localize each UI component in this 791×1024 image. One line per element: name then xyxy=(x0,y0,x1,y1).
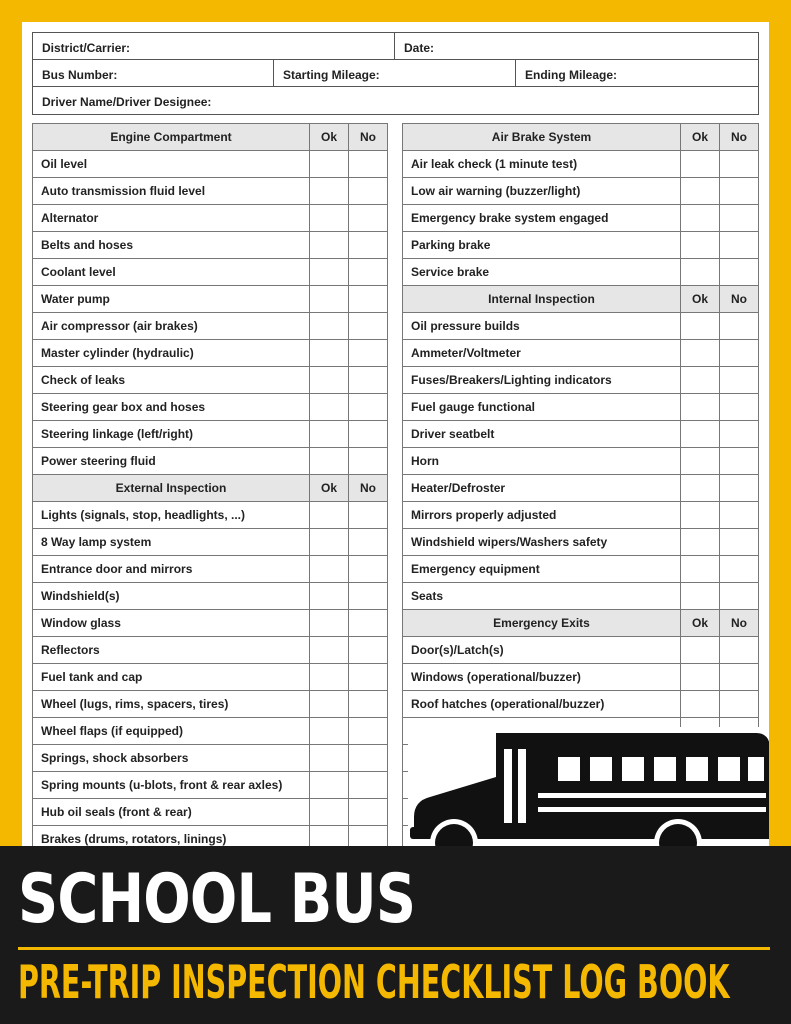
checklist-row xyxy=(33,718,388,745)
no-column-header: No xyxy=(720,124,759,151)
checklist-item-label: Fuel tank and cap xyxy=(33,664,310,691)
checklist-row xyxy=(33,664,388,691)
no-checkbox-cell[interactable] xyxy=(720,502,759,529)
checklist-item-label: Lights (signals, stop, headlights, ...) xyxy=(33,502,310,529)
ok-checkbox-cell[interactable] xyxy=(681,340,720,367)
checklist-item-label: Oil pressure builds xyxy=(403,313,681,340)
no-checkbox-cell[interactable] xyxy=(720,394,759,421)
no-column-header: No xyxy=(720,610,759,637)
checklist-item-label: Window glass xyxy=(33,610,310,637)
no-checkbox-cell[interactable] xyxy=(349,745,388,772)
checklist-item-label: Wheel (lugs, rims, spacers, tires) xyxy=(33,691,310,718)
starting-mileage-field[interactable]: Starting Mileage: xyxy=(274,60,516,86)
bus-window xyxy=(654,757,676,781)
checklist-item-label: Spring mounts (u-blots, front & rear axles) xyxy=(33,772,310,799)
checklist-row xyxy=(403,205,759,232)
ok-column-header: Ok xyxy=(681,286,720,313)
no-checkbox-cell[interactable] xyxy=(349,286,388,313)
checklist-row xyxy=(403,367,759,394)
ok-checkbox-cell[interactable] xyxy=(681,259,720,286)
checklist-row xyxy=(33,340,388,367)
bus-window xyxy=(590,757,612,781)
section-header-row xyxy=(403,124,759,151)
checklist-row xyxy=(403,394,759,421)
checklist-item-label: Hub oil seals (front & rear) xyxy=(33,799,310,826)
book-subtitle: PRE-TRIP INSPECTION CHECKLIST LOG BOOK xyxy=(18,955,730,1009)
ok-checkbox-cell[interactable] xyxy=(310,232,349,259)
checklist-row xyxy=(403,475,759,502)
no-checkbox-cell[interactable] xyxy=(720,475,759,502)
checklist-row xyxy=(403,502,759,529)
no-checkbox-cell[interactable] xyxy=(349,340,388,367)
checklist-row xyxy=(403,178,759,205)
no-checkbox-cell[interactable] xyxy=(349,313,388,340)
ok-checkbox-cell[interactable] xyxy=(681,313,720,340)
no-checkbox-cell[interactable] xyxy=(720,448,759,475)
checklist-row xyxy=(33,151,388,178)
checklist-item-label: Coolant level xyxy=(33,259,310,286)
checklist-item-label: Brakes (drums, rotators, linings) xyxy=(33,826,310,853)
checklist-row xyxy=(403,556,759,583)
ok-checkbox-cell[interactable] xyxy=(681,151,720,178)
section-header-row xyxy=(33,124,388,151)
no-checkbox-cell[interactable] xyxy=(720,664,759,691)
no-checkbox-cell[interactable] xyxy=(349,583,388,610)
ok-checkbox-cell[interactable] xyxy=(310,367,349,394)
no-checkbox-cell[interactable] xyxy=(349,205,388,232)
ok-checkbox-cell[interactable] xyxy=(310,340,349,367)
no-column-header: No xyxy=(349,475,388,502)
checklist-item-label: Check of leaks xyxy=(33,367,310,394)
checklist-row xyxy=(403,691,759,718)
checklist-row xyxy=(403,232,759,259)
checklist-item-label: Service brake xyxy=(403,259,681,286)
checklist-item-label: Emergency equipment xyxy=(403,556,681,583)
ok-checkbox-cell[interactable] xyxy=(681,367,720,394)
checklist-row xyxy=(33,367,388,394)
no-checkbox-cell[interactable] xyxy=(349,151,388,178)
checklist-row xyxy=(403,637,759,664)
ok-column-header: Ok xyxy=(310,124,349,151)
no-checkbox-cell[interactable] xyxy=(720,232,759,259)
checklist-row xyxy=(33,691,388,718)
checklist-row xyxy=(403,259,759,286)
ok-checkbox-cell[interactable] xyxy=(681,205,720,232)
ok-checkbox-cell[interactable] xyxy=(681,691,720,718)
no-checkbox-cell[interactable] xyxy=(349,610,388,637)
checklist-item-label: Belts and hoses xyxy=(33,232,310,259)
no-checkbox-cell[interactable] xyxy=(720,313,759,340)
no-checkbox-cell[interactable] xyxy=(349,664,388,691)
no-checkbox-cell[interactable] xyxy=(349,502,388,529)
bus-door-line xyxy=(518,749,526,823)
checklist-sheet xyxy=(22,22,769,852)
checklist-item-label: Auto transmission fluid level xyxy=(33,178,310,205)
no-checkbox-cell[interactable] xyxy=(349,772,388,799)
no-column-header: No xyxy=(349,124,388,151)
checklist-row xyxy=(33,232,388,259)
ok-checkbox-cell[interactable] xyxy=(681,475,720,502)
ok-column-header: Ok xyxy=(681,610,720,637)
section-title: Internal Inspection xyxy=(403,286,681,313)
bus-window xyxy=(718,757,740,781)
ok-checkbox-cell[interactable] xyxy=(310,313,349,340)
checklist-item-label: Oil level xyxy=(33,151,310,178)
section-title: Engine Compartment xyxy=(33,124,310,151)
checklist-item-label: Heater/Defroster xyxy=(403,475,681,502)
header-row xyxy=(33,87,758,114)
ok-checkbox-cell[interactable] xyxy=(310,259,349,286)
checklist-row xyxy=(33,772,388,799)
no-checkbox-cell[interactable] xyxy=(720,151,759,178)
bus-window xyxy=(686,757,708,781)
school-bus-icon xyxy=(408,727,769,852)
checklist-row xyxy=(33,394,388,421)
checklist-item-label: Reflectors xyxy=(33,637,310,664)
bus-stripe xyxy=(538,807,766,812)
checklist-item-label: Door(s)/Latch(s) xyxy=(403,637,681,664)
no-checkbox-cell[interactable] xyxy=(720,556,759,583)
ok-checkbox-cell[interactable] xyxy=(310,799,349,826)
ok-checkbox-cell[interactable] xyxy=(310,394,349,421)
checklist-item-label: 8 Way lamp system xyxy=(33,529,310,556)
checklist-row xyxy=(33,286,388,313)
section-title: Emergency Exits xyxy=(403,610,681,637)
checklist-item-label: Windshield wipers/Washers safety xyxy=(403,529,681,556)
checklist-row xyxy=(33,502,388,529)
no-checkbox-cell[interactable] xyxy=(720,529,759,556)
bus-window xyxy=(558,757,580,781)
no-checkbox-cell[interactable] xyxy=(720,583,759,610)
district-field[interactable]: District/Carrier: xyxy=(33,33,395,59)
no-checkbox-cell[interactable] xyxy=(349,556,388,583)
ok-checkbox-cell[interactable] xyxy=(681,421,720,448)
checklist-row xyxy=(33,556,388,583)
checklist-item-label: Driver seatbelt xyxy=(403,421,681,448)
no-checkbox-cell[interactable] xyxy=(349,367,388,394)
checklist-row xyxy=(403,529,759,556)
checklist-item-label: Power steering fluid xyxy=(33,448,310,475)
ok-checkbox-cell[interactable] xyxy=(310,151,349,178)
ok-checkbox-cell[interactable] xyxy=(681,448,720,475)
checklist-row xyxy=(33,529,388,556)
checklist-item-label: Emergency brake system engaged xyxy=(403,205,681,232)
header-row xyxy=(33,33,758,60)
ok-checkbox-cell[interactable] xyxy=(310,718,349,745)
checklist-item-label: Windshield(s) xyxy=(33,583,310,610)
checklist-item-label: Fuel gauge functional xyxy=(403,394,681,421)
date-field[interactable]: Date: xyxy=(404,41,435,55)
checklist-row xyxy=(403,583,759,610)
checklist-row xyxy=(33,259,388,286)
bus-window xyxy=(622,757,644,781)
checklist-item-label: Roof hatches (operational/buzzer) xyxy=(403,691,681,718)
no-checkbox-cell[interactable] xyxy=(349,421,388,448)
ok-column-header: Ok xyxy=(681,124,720,151)
checklist-item-label: Master cylinder (hydraulic) xyxy=(33,340,310,367)
ok-checkbox-cell[interactable] xyxy=(310,556,349,583)
section-header-row xyxy=(403,610,759,637)
no-checkbox-cell[interactable] xyxy=(349,178,388,205)
no-checkbox-cell[interactable] xyxy=(720,691,759,718)
checklist-item-label: Seats xyxy=(403,583,681,610)
section-header-row xyxy=(403,286,759,313)
checklist-item-label: Steering linkage (left/right) xyxy=(33,421,310,448)
ok-checkbox-cell[interactable] xyxy=(310,286,349,313)
checklist-item-label: Air leak check (1 minute test) xyxy=(403,151,681,178)
no-checkbox-cell[interactable] xyxy=(720,421,759,448)
ok-column-header: Ok xyxy=(310,475,349,502)
ok-checkbox-cell[interactable] xyxy=(310,610,349,637)
checklist-row xyxy=(403,151,759,178)
section-title: External Inspection xyxy=(33,475,310,502)
checklist-item-label: Mirrors properly adjusted xyxy=(403,502,681,529)
checklist-row xyxy=(403,664,759,691)
checklist-row xyxy=(33,745,388,772)
checklist-row xyxy=(33,799,388,826)
ok-checkbox-cell[interactable] xyxy=(681,583,720,610)
checklist-row xyxy=(33,448,388,475)
ok-checkbox-cell[interactable] xyxy=(310,583,349,610)
checklist-row xyxy=(33,637,388,664)
ok-checkbox-cell[interactable] xyxy=(310,448,349,475)
no-checkbox-cell[interactable] xyxy=(349,259,388,286)
ok-checkbox-cell[interactable] xyxy=(310,637,349,664)
checklist-row xyxy=(33,583,388,610)
checklist-item-label: Water pump xyxy=(33,286,310,313)
checklist-row xyxy=(33,610,388,637)
ok-checkbox-cell[interactable] xyxy=(310,421,349,448)
bus-number-field[interactable]: Bus Number: xyxy=(33,60,274,86)
ok-checkbox-cell[interactable] xyxy=(681,178,720,205)
ending-mileage-field[interactable]: Ending Mileage: xyxy=(525,68,618,82)
no-checkbox-cell[interactable] xyxy=(720,637,759,664)
ok-checkbox-cell[interactable] xyxy=(681,394,720,421)
ok-checkbox-cell[interactable] xyxy=(310,502,349,529)
no-checkbox-cell[interactable] xyxy=(720,259,759,286)
ok-checkbox-cell[interactable] xyxy=(681,556,720,583)
checklist-row xyxy=(403,448,759,475)
ok-checkbox-cell[interactable] xyxy=(310,529,349,556)
header-block xyxy=(32,32,759,115)
ok-checkbox-cell[interactable] xyxy=(681,232,720,259)
book-title: SCHOOL BUS xyxy=(18,860,416,939)
left-checklist-table xyxy=(32,123,388,852)
ok-checkbox-cell[interactable] xyxy=(310,772,349,799)
no-checkbox-cell[interactable] xyxy=(349,637,388,664)
checklist-row xyxy=(403,421,759,448)
checklist-row xyxy=(33,205,388,232)
ok-checkbox-cell[interactable] xyxy=(310,745,349,772)
bus-stripe xyxy=(538,793,766,798)
driver-name-field[interactable]: Driver Name/Driver Designee: xyxy=(42,95,212,109)
checklist-item-label: Horn xyxy=(403,448,681,475)
no-checkbox-cell[interactable] xyxy=(349,448,388,475)
ok-checkbox-cell[interactable] xyxy=(310,178,349,205)
checklist-item-label: Air compressor (air brakes) xyxy=(33,313,310,340)
ok-checkbox-cell[interactable] xyxy=(310,205,349,232)
checklist-item-label: Windows (operational/buzzer) xyxy=(403,664,681,691)
ok-checkbox-cell[interactable] xyxy=(681,664,720,691)
title-divider xyxy=(18,947,770,950)
no-checkbox-cell[interactable] xyxy=(720,367,759,394)
checklist-item-label: Alternator xyxy=(33,205,310,232)
no-checkbox-cell[interactable] xyxy=(349,718,388,745)
checklist-item-label: Steering gear box and hoses xyxy=(33,394,310,421)
section-header-row xyxy=(33,475,388,502)
no-checkbox-cell[interactable] xyxy=(349,232,388,259)
ok-checkbox-cell[interactable] xyxy=(681,529,720,556)
no-checkbox-cell[interactable] xyxy=(349,691,388,718)
checklist-row xyxy=(403,313,759,340)
header-row xyxy=(33,60,758,87)
no-checkbox-cell[interactable] xyxy=(720,340,759,367)
checklist-item-label: Fuses/Breakers/Lighting indicators xyxy=(403,367,681,394)
section-title: Air Brake System xyxy=(403,124,681,151)
checklist-item-label: Parking brake xyxy=(403,232,681,259)
checklist-row xyxy=(33,421,388,448)
no-checkbox-cell[interactable] xyxy=(349,394,388,421)
ok-checkbox-cell[interactable] xyxy=(681,637,720,664)
checklist-item-label: Entrance door and mirrors xyxy=(33,556,310,583)
bus-door-line xyxy=(504,749,512,823)
no-checkbox-cell[interactable] xyxy=(349,799,388,826)
checklist-row xyxy=(403,340,759,367)
ok-checkbox-cell[interactable] xyxy=(681,502,720,529)
no-column-header: No xyxy=(720,286,759,313)
checklist-item-label: Ammeter/Voltmeter xyxy=(403,340,681,367)
checklist-item-label: Low air warning (buzzer/light) xyxy=(403,178,681,205)
ok-checkbox-cell[interactable] xyxy=(310,691,349,718)
checklist-row xyxy=(33,178,388,205)
checklist-item-label: Springs, shock absorbers xyxy=(33,745,310,772)
no-checkbox-cell[interactable] xyxy=(720,178,759,205)
ok-checkbox-cell[interactable] xyxy=(310,664,349,691)
no-checkbox-cell[interactable] xyxy=(349,529,388,556)
checklist-row xyxy=(33,313,388,340)
no-checkbox-cell[interactable] xyxy=(720,205,759,232)
checklist-item-label: Wheel flaps (if equipped) xyxy=(33,718,310,745)
bus-window xyxy=(748,757,764,781)
